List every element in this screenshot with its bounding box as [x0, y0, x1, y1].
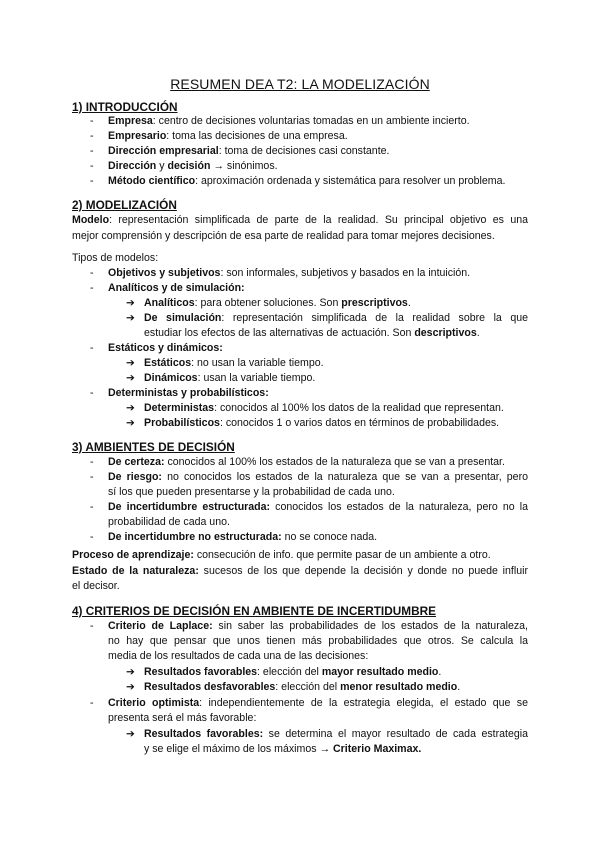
- bullet-dash: -: [90, 282, 94, 294]
- term: descriptivos: [414, 327, 477, 339]
- arrow-icon: ➔: [126, 297, 135, 309]
- section-heading-modelizacion: 2) MODELIZACIÓN: [72, 198, 177, 212]
- term: De riesgo:: [108, 471, 162, 483]
- list-item: Deterministas y probabilísticos:: [108, 387, 269, 399]
- term: De incertidumbre no estructurada:: [108, 531, 282, 543]
- definition: conocidos los estados de la naturaleza, pero no la: [270, 501, 528, 513]
- term: Empresario: [108, 130, 167, 142]
- punctuation: .: [407, 297, 411, 309]
- list-item-continued: sí los que pueden presentarse y la probabilidad de cada uno.: [108, 486, 395, 498]
- arrow-icon: ➔: [126, 402, 135, 414]
- arrow-icon: ➔: [126, 357, 135, 369]
- paragraph-line: el decisor.: [72, 580, 120, 592]
- punctuation: .: [438, 666, 442, 678]
- term: Dinámicos: [144, 372, 198, 384]
- arrow-icon: ➔: [126, 417, 135, 429]
- definition: : no usan la variable tiempo.: [191, 357, 324, 369]
- definition: : representación simplificada de parte de la realidad. Su principal objetivo es una: [109, 214, 528, 226]
- bullet-dash: -: [90, 501, 94, 513]
- definition: estudiar los efectos de las alternativas de actuación. Son: [144, 327, 415, 339]
- term: Proceso de aprendizaje:: [72, 549, 194, 561]
- list-item: [108, 455, 528, 471]
- sub-list-item-continued: [144, 742, 528, 758]
- list-item: Analíticos y de simulación:: [108, 282, 245, 294]
- term: Estáticos: [144, 357, 192, 369]
- document-title: RESUMEN DEA T2: LA MODELIZACIÓN: [170, 76, 430, 92]
- bullet-dash: -: [90, 531, 94, 543]
- punctuation: .: [457, 681, 461, 693]
- definition: : son informales, subjetivos y basados en la intuición.: [220, 267, 471, 279]
- term: De certeza:: [108, 456, 165, 468]
- bullet-dash: -: [90, 620, 94, 632]
- term: Criterio de Laplace:: [108, 620, 213, 632]
- definition: sin saber las probabilidades de los estados de la naturaleza,: [212, 620, 528, 632]
- definition: : usan la variable tiempo.: [197, 372, 316, 384]
- list-item: [108, 470, 528, 486]
- definition: consecución de info. que permite pasar de un ambiente a otro.: [193, 549, 491, 561]
- bullet-dash: -: [90, 175, 94, 187]
- term: Dirección empresarial: [108, 145, 219, 157]
- term: Empresa: [108, 115, 153, 127]
- list-item: [108, 530, 528, 546]
- term: Criterio optimista: [108, 697, 200, 709]
- term: Deterministas: [144, 402, 215, 414]
- term: Resultados favorables: [144, 666, 258, 678]
- section-heading-criterios: 4) CRITERIOS DE DECISIÓN EN AMBIENTE DE INCERTIDUMBRE: [72, 604, 436, 618]
- arrow-icon: ➔: [126, 681, 135, 693]
- term: menor resultado medio: [340, 681, 458, 693]
- list-item-continued: no hay que pensar que unos tienen más probabilidades que otros. Se calcula la: [108, 635, 528, 647]
- connector: y: [156, 160, 168, 172]
- arrow-icon: ➔: [126, 372, 135, 384]
- paragraph-line: [72, 213, 528, 229]
- list-item: [108, 696, 528, 712]
- arrow-icon: ➔: [126, 728, 135, 740]
- paragraph-line: [72, 548, 528, 564]
- term: Criterio Maximax.: [333, 743, 422, 755]
- term: Probabilísticos: [144, 417, 220, 429]
- sub-list-item-continued: [144, 326, 528, 342]
- term: De simulación: [144, 312, 222, 324]
- definition: : toma las decisiones de una empresa.: [166, 130, 348, 142]
- term: Estado de la naturaleza:: [72, 565, 199, 577]
- bullet-dash: -: [90, 471, 94, 483]
- list-item: [108, 266, 528, 282]
- definition: : centro de decisiones voluntarias tomadas en un ambiente incierto.: [152, 115, 470, 127]
- term: decisión: [167, 160, 211, 172]
- definition: : toma de decisiones casi constante.: [218, 145, 390, 157]
- sub-list-item: [144, 416, 528, 432]
- list-item: [108, 619, 528, 635]
- term: Modelo: [72, 214, 110, 226]
- sub-list-item: [144, 727, 528, 743]
- list-item: [108, 500, 528, 516]
- bullet-dash: -: [90, 115, 94, 127]
- bullet-dash: -: [90, 456, 94, 468]
- sub-list-item: [144, 680, 528, 696]
- list-item-continued: probabilidad de cada uno.: [108, 516, 230, 528]
- list-item: [108, 144, 528, 160]
- definition: : elección del: [275, 681, 341, 693]
- definition: y se elige el máximo de los máximos →: [144, 743, 333, 755]
- bullet-dash: -: [90, 130, 94, 142]
- definition: sucesos de los que depende la decisión y donde no puede influir: [198, 565, 528, 577]
- term: Analíticos: [144, 297, 195, 309]
- list-item: [108, 159, 528, 175]
- term: Resultados favorables:: [144, 728, 264, 740]
- definition: conocidos al 100% los estados de la naturaleza que se van a presentar.: [164, 456, 505, 468]
- term: prescriptivos: [341, 297, 408, 309]
- definition: se determina el mayor resultado de cada estrategia: [263, 728, 528, 740]
- term: De incertidumbre estructurada:: [108, 501, 271, 513]
- term: Método científico: [108, 175, 196, 187]
- definition: no se conoce nada.: [281, 531, 378, 543]
- definition: → sinónimos.: [210, 160, 278, 172]
- sub-list-item: [144, 311, 528, 327]
- definition: : representación simplificada de la realidad sobre la que: [221, 312, 529, 324]
- definition: : conocidos al 100% los datos de la realidad que representan.: [214, 402, 504, 414]
- section-heading-ambientes: 3) AMBIENTES DE DECISIÓN: [72, 440, 235, 454]
- punctuation: .: [476, 327, 480, 339]
- paragraph-line: [72, 564, 528, 580]
- arrow-icon: ➔: [126, 666, 135, 678]
- sub-list-item: [144, 665, 528, 681]
- section-heading-introduccion: 1) INTRODUCCIÓN: [72, 100, 178, 114]
- bullet-dash: -: [90, 145, 94, 157]
- bullet-dash: -: [90, 387, 94, 399]
- sub-list-item: [144, 371, 528, 387]
- term: Objetivos y subjetivos: [108, 267, 221, 279]
- list-item: [108, 174, 528, 190]
- bullet-dash: -: [90, 697, 94, 709]
- definition: : elección del: [257, 666, 322, 678]
- term: Resultados desfavorables: [144, 681, 276, 693]
- sub-list-item: [144, 401, 528, 417]
- arrow-icon: ➔: [126, 312, 135, 324]
- list-item: [108, 114, 528, 130]
- sub-list-item: [144, 356, 528, 372]
- term: mayor resultado medio: [321, 666, 439, 678]
- bullet-dash: -: [90, 342, 94, 354]
- list-item-continued: presenta será el más favorable:: [108, 712, 257, 724]
- definition: : independientemente de la estrategia elegida, el estado que se: [199, 697, 528, 709]
- bullet-dash: -: [90, 267, 94, 279]
- definition: : conocidos 1 o varios datos en términos de probabilidades.: [219, 417, 500, 429]
- definition: no conocidos los estados de la naturaleza que se van a presentar, pero: [161, 471, 528, 483]
- sub-list-item: [144, 296, 528, 312]
- bullet-dash: -: [90, 160, 94, 172]
- list-item-continued: media de los resultados de cada una de las decisiones:: [108, 650, 369, 662]
- definition: : para obtener soluciones. Son: [194, 297, 342, 309]
- tipos-label: Tipos de modelos:: [72, 252, 159, 264]
- term: Dirección: [108, 160, 157, 172]
- list-item: Estáticos y dinámicos:: [108, 342, 223, 354]
- list-item: [108, 129, 528, 145]
- definition: : aproximación ordenada y sistemática para resolver un problema.: [195, 175, 506, 187]
- paragraph-line: mejor comprensión y descripción de esa parte de realidad para tomar mejores decisiones.: [72, 230, 495, 242]
